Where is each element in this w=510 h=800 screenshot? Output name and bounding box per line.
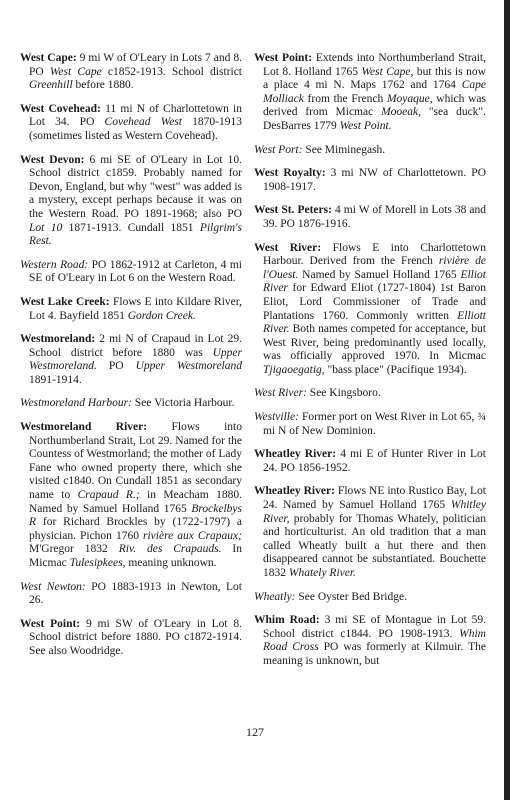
- gazetteer-entry: [254, 167, 486, 194]
- entry-text: PO 1883-1913 in Newton, Lot 26.: [29, 580, 242, 607]
- page-number: 127: [246, 725, 264, 739]
- entry-text: See Miminegash.: [302, 143, 386, 156]
- entry-text: for Edward Eliot (1727-1804) 1st Baron Eliot, Lord Commissioner of Trade and Plantations 1760. Commonly written: [263, 282, 486, 322]
- entry-text: Named by Samuel Holland 1765: [298, 268, 461, 281]
- entry-text: In Micmac: [29, 543, 242, 569]
- gazetteer-entry: [20, 618, 242, 659]
- entry-text: 4 mi W of Morell in Lots 38 and 39. PO 1876-1916.: [263, 204, 486, 230]
- entry-text: Flows into Northumberland Strait, Lot 29. Named for the Countess of Westmorland; the mother of Lady Fane who owned property there, which she visited c1840. On Cundall 1851 as secondary name to: [29, 421, 242, 502]
- entry-italic-text: Elliott River.: [263, 309, 486, 336]
- entry-text: 9 mi W of O'Leary in Lots 7 and 8. PO: [29, 52, 242, 78]
- gazetteer-entry: [254, 591, 486, 605]
- entry-italic-text: Westville:: [254, 411, 299, 424]
- entry-italic-text: Moyaque,: [386, 92, 433, 105]
- entry-text: from the French: [303, 92, 387, 105]
- entry-headword: West St. Peters:: [254, 204, 332, 217]
- entry-text: "sea duck". DesBarres 1779: [263, 106, 487, 132]
- entry-text: PO was formerly at Kilmuir. The meaning is unknown, but: [263, 641, 486, 667]
- entry-text: probably for Thomas Whately, politician and horticulturist. An old tradition that a man called Wheatly built a hut there and then disappeared cannot be substantiated. Bouchette 1832: [263, 512, 486, 579]
- entry-text: See Oyster Bed Bridge.: [295, 590, 407, 603]
- gazetteer-entry: [20, 103, 242, 144]
- gazetteer-entry: [254, 52, 486, 134]
- entry-text: Flows E into Charlottetown Harbour. Derived from the French: [263, 241, 486, 268]
- gazetteer-entry: [20, 154, 242, 249]
- entry-italic-text: West River:: [254, 387, 307, 400]
- entry-text: M'Gregor 1832: [29, 543, 119, 556]
- entry-headword: West Cape:: [20, 52, 77, 64]
- entry-text: 1871-1913. Cundall 1851: [62, 221, 200, 234]
- entry-italic-text: Riv. des Crapauds.: [118, 543, 222, 556]
- gazetteer-entry: [20, 397, 242, 411]
- entry-text: meaning unknown.: [125, 557, 217, 569]
- right-column: [254, 52, 486, 679]
- gazetteer-entry: [254, 485, 486, 580]
- entry-text: 1891-1914.: [29, 373, 82, 386]
- entry-italic-text: Whately River.: [288, 567, 356, 579]
- entry-text: PO: [96, 360, 136, 373]
- entry-headword: West Point:: [254, 52, 313, 64]
- entry-italic-text: Mooeak,: [381, 106, 421, 119]
- entry-italic-text: Western Road:: [20, 258, 89, 271]
- entry-italic-text: West Port:: [254, 143, 303, 156]
- entry-italic-text: West Cape: [49, 65, 102, 78]
- entry-italic-text: Greenhill: [29, 79, 73, 92]
- entry-italic-text: Tjigaoegatig,: [263, 363, 325, 376]
- entry-headword: Westmoreland River:: [20, 421, 148, 434]
- entry-text: which was derived from Micmac: [263, 92, 486, 119]
- entry-text: 6 mi SE of O'Leary in Lot 10. School district c1859. Probably named for Devon, England, but why "west" was added is a mystery, except perhaps because it was on the Western Road. PO 1891-1968; also PO: [29, 153, 242, 220]
- entry-italic-text: rivière aux Crapaux;: [143, 529, 242, 542]
- entry-headword: West Covehead:: [20, 102, 101, 115]
- entry-headword: Wheatley River:: [254, 485, 335, 498]
- entry-italic-text: rivière de l'Ouest.: [263, 255, 486, 281]
- entry-headword: West Lake Creek:: [20, 295, 110, 308]
- entry-text: Flows E into Kildare River, Lot 4. Bayfield 1851: [29, 295, 242, 322]
- gazetteer-entry: [20, 333, 242, 387]
- entry-italic-text: West Cape,: [361, 65, 414, 78]
- entry-italic-text: West Point.: [339, 119, 392, 132]
- entry-headword: West Royalty:: [254, 167, 326, 180]
- entry-text: 9 mi SW of O'Leary in Lot 8. School district before 1880. PO c1872-1914. See also Woodridge.: [29, 617, 242, 657]
- entry-italic-text: Pilgrim's Rest.: [29, 221, 242, 248]
- gazetteer-entry: [20, 52, 242, 93]
- entry-italic-text: Westmoreland Harbour:: [20, 397, 132, 410]
- gazetteer-entry: [254, 144, 486, 158]
- entry-headword: West Point:: [20, 617, 81, 630]
- entry-text: in Meacham 1880. Named by Samuel Holland 1765: [29, 489, 242, 515]
- entry-text: 2 mi N of Crapaud in Lot 29. School district before 1880 was: [29, 333, 242, 359]
- entry-italic-text: Whitley River,: [263, 499, 486, 525]
- entry-text: 3 mi NW of Charlottetown. PO 1908-1917.: [263, 167, 486, 193]
- entry-italic-text: Wheatly:: [254, 590, 296, 603]
- entry-italic-text: Gordon Creek.: [127, 309, 196, 322]
- entry-headword: Whim Road:: [254, 614, 320, 627]
- entry-headword: Westmoreland:: [20, 333, 96, 346]
- entry-text: Extends into Northumberland Strait, Lot 8. Holland 1765: [263, 52, 486, 78]
- entry-italic-text: Elliot River: [263, 268, 486, 295]
- entry-text: 4 mi E of Hunter River in Lot 24. PO 1856-1952.: [263, 448, 486, 474]
- entry-italic-text: Brockelbys R: [29, 502, 242, 529]
- entry-text: Flows NE into Rustico Bay, Lot 24. Named by Samuel Holland 1765: [263, 485, 486, 512]
- entry-italic-text: West Newton:: [20, 580, 86, 593]
- entry-italic-text: Cape Molliack: [263, 79, 486, 105]
- gazetteer-entry: [20, 296, 242, 323]
- entry-text: Former port on West River in Lot 65, ¾ mi N of New Dominion.: [263, 411, 486, 437]
- entry-italic-text: Whim Road Cross: [263, 627, 486, 654]
- entry-text: See Kingsboro.: [306, 387, 381, 400]
- entry-text: 11 mi N of Charlottetown in Lot 34. PO: [29, 102, 242, 129]
- entry-italic-text: Lot 10: [29, 221, 63, 234]
- entry-italic-text: Upper Westmoreland.: [29, 346, 242, 373]
- entry-text: before 1880.: [72, 79, 134, 92]
- gazetteer-entry: [20, 581, 242, 608]
- entry-text: 1870-1913 (sometimes listed as Western Covehead).: [29, 116, 242, 142]
- gazetteer-entry: [254, 387, 486, 401]
- gazetteer-entry: [254, 204, 486, 231]
- entry-italic-text: Tulesipkees,: [69, 557, 126, 569]
- gazetteer-entry: [254, 614, 486, 668]
- gazetteer-entry: [254, 411, 486, 438]
- entry-text: c1852-1913. School district: [101, 65, 242, 78]
- entry-text: See Victoria Harbour.: [131, 397, 235, 410]
- gazetteer-entry: [254, 448, 486, 475]
- entry-text: PO 1862-1912 at Carleton, 4 mi SE of O'Leary in Lot 6 on the Western Road.: [29, 258, 242, 285]
- gazetteer-entry: [20, 421, 242, 571]
- entry-text: Both names competed for acceptance, but West River, being predominantly used locally, was officially approved 1970. In Micmac: [263, 323, 486, 363]
- entry-italic-text: Upper Westmoreland: [135, 360, 243, 373]
- page-edge-shadow: [504, 0, 510, 800]
- entry-italic-text: Crapaud R.;: [77, 489, 140, 502]
- entry-text: but this is now a place 4 mi N. Maps 1762 and 1764: [263, 65, 486, 92]
- entry-headword: Wheatley River:: [254, 448, 337, 461]
- entry-text: for Richard Brockles by (1722-1797) a physician. Pichon 1760: [29, 516, 242, 542]
- entry-text: "bass place" (Pacifique 1934).: [324, 363, 467, 376]
- gazetteer-entry: [20, 259, 242, 286]
- left-column: [20, 52, 242, 669]
- entry-text: 3 mi SE of Montague in Lot 59. School district c1844. PO 1908-1913.: [263, 614, 487, 640]
- entry-headword: West River:: [254, 241, 322, 254]
- gazetteer-entry: [254, 242, 486, 378]
- entry-italic-text: Covehead West: [104, 116, 182, 129]
- entry-headword: West Devon:: [20, 153, 85, 166]
